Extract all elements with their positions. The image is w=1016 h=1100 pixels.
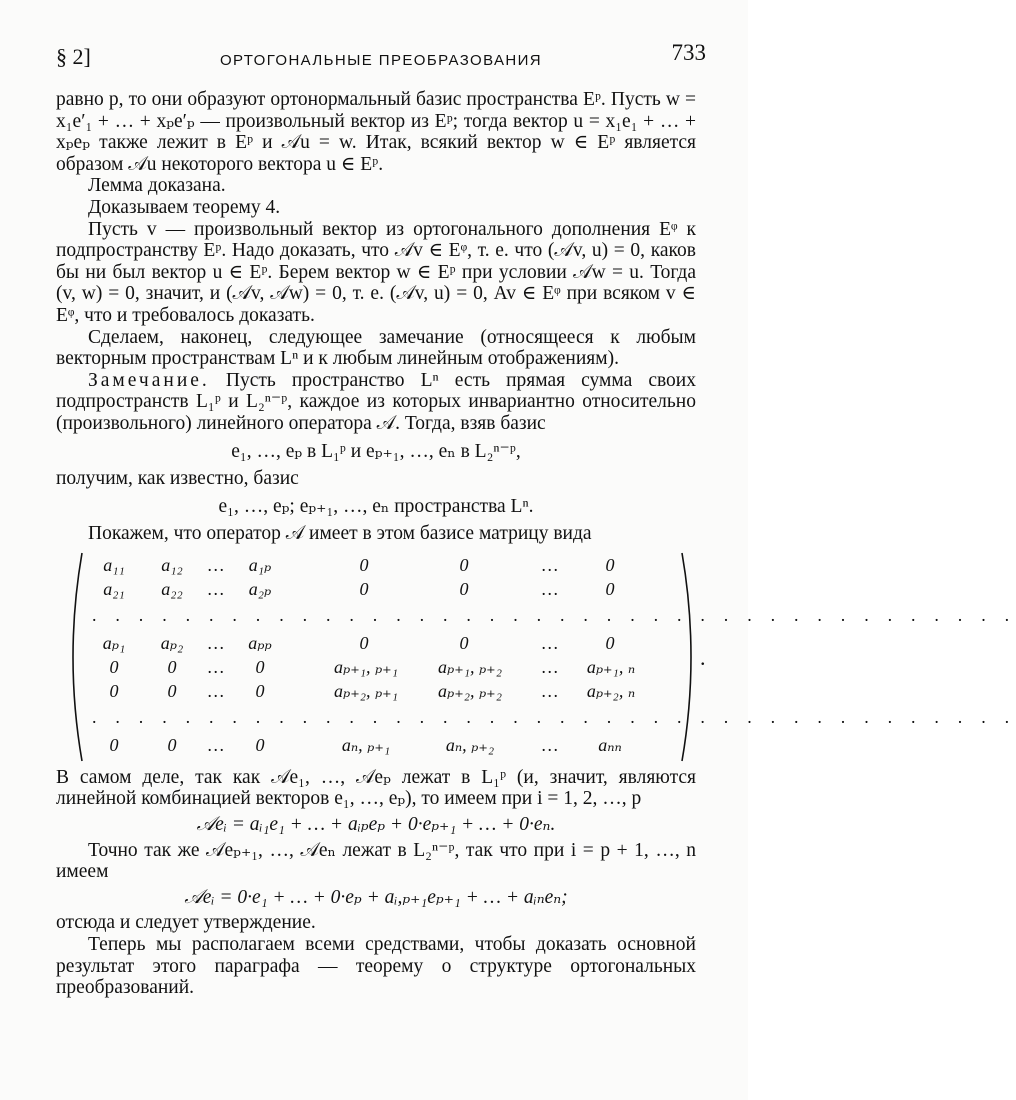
formula-second-block: 𝒜eᵢ = 0·e₁ + … + 0·eₚ + aᵢ,ₚ₊₁eₚ₊₁ + … + aᵢₙeₙ; (184, 886, 568, 908)
running-title: ОРТОГОНАЛЬНЫЕ ПРЕОБРАЗОВАНИЯ (219, 52, 543, 69)
matrix-cell: a₁₂ (161, 554, 183, 575)
matrix-cell: … (541, 554, 558, 575)
matrix-cell: 0 (359, 578, 369, 599)
matrix-cell: 0 (459, 632, 469, 653)
matrix-cell: … (541, 734, 558, 755)
matrix-cell: aₚ₁ (102, 632, 126, 653)
matrix-cell: … (207, 734, 224, 755)
formula-basis: e₁, …, eₚ; eₚ₊₁, …, eₙ пространства Lⁿ. (218, 495, 534, 517)
matrix-cell: 0 (167, 680, 177, 701)
matrix-row (56, 555, 696, 579)
matrix-cell: 0 (605, 632, 615, 653)
matrix-cell: 0 (167, 656, 177, 677)
page-body (56, 89, 1016, 999)
matrix-cell: aₚₚ (248, 632, 272, 653)
matrix-cell: aₚ₊₂, ₙ (586, 680, 636, 701)
matrix-cell: a₁₁ (103, 554, 125, 575)
matrix-dot-row: . . . . . . . . . . . . . . . . . . . . . . . . . . . . . . . . . . . . . . . . (92, 706, 1016, 727)
matrix-cell: … (207, 554, 224, 575)
matrix-cell: 0 (109, 734, 119, 755)
matrix-period: . (700, 644, 706, 670)
matrix-cell: … (207, 632, 224, 653)
matrix-cell: a₂₂ (161, 578, 183, 599)
formula-basis-parts: e₁, …, eₚ в L₁ᵖ и eₚ₊₁, …, eₙ в L₂ⁿ⁻ᵖ, (231, 440, 521, 462)
matrix-cell: aₚ₊₁, ₙ (586, 656, 636, 677)
matrix-cell: 0 (459, 578, 469, 599)
lemma-proved: Лемма доказана. (88, 175, 226, 197)
matrix-cell: 0 (167, 734, 177, 755)
matrix-cell: aₚ₂ (160, 632, 184, 653)
matrix-row (56, 579, 696, 603)
paragraph-final: Теперь мы располагаем всеми средствами, чтобы доказать основной результат этого параграфа — теорему о структуре ортогональных преобразований. (56, 934, 696, 999)
matrix-row (56, 735, 696, 759)
matrix-cell: a₁ₚ (248, 554, 272, 575)
matrix-cell: 0 (109, 680, 119, 701)
formula-first-block: 𝒜eᵢ = aᵢ₁e₁ + … + aᵢₚeₚ + 0·eₚ₊₁ + … + 0·eₙ. (196, 814, 556, 836)
matrix-cell: … (541, 632, 558, 653)
remark-text: Пусть пространство Lⁿ есть прямая сумма своих подпространств L₁ᵖ и L₂ⁿ⁻ᵖ, каждое из которых инвариантно относительно (произвольного) линейного оператора 𝒜. Тогда, взяв базис (56, 369, 696, 434)
matrix-row (56, 657, 696, 681)
matrix-cell: 0 (359, 632, 369, 653)
matrix-cell: aₚ₊₂, ₚ₊₁ (334, 680, 398, 701)
matrix-cell: 0 (109, 656, 119, 677)
matrix-cell: 0 (605, 578, 615, 599)
paragraph-remark-intro: Сделаем, наконец, следующее замечание (относящееся к любым векторным пространствам Lⁿ и к любым линейным отображениям). (56, 326, 696, 370)
page-number: 733 (671, 40, 706, 65)
matrix-row (56, 681, 696, 705)
matrix-cell: aₙₙ (598, 734, 622, 755)
paragraph-basis: получим, как известно, базис (56, 468, 299, 490)
matrix-cell: 0 (459, 554, 469, 575)
section-marker: § 2] (56, 44, 91, 69)
remark-heading: Замечание. (88, 369, 210, 391)
matrix-cell: 0 (359, 554, 369, 575)
paragraph-proof-remark: В самом деле, так как 𝒜e₁, …, 𝒜eₚ лежат в L₁ᵖ (и, значит, являются линейной комбинацией векторов e₁, …, eₚ), то имеем при i = 1, 2, …, p (56, 766, 696, 810)
matrix-cell: … (207, 656, 224, 677)
matrix-row (56, 633, 696, 657)
matrix-cell: aₚ₊₂, ₚ₊₂ (438, 680, 502, 701)
paragraph-second-block: Точно так же 𝒜eₚ₊₁, …, 𝒜eₙ лежат в L₂ⁿ⁻ᵖ, так что при i = p + 1, …, n имеем (56, 839, 696, 883)
matrix-cell: 0 (605, 554, 615, 575)
matrix-cell: … (541, 578, 558, 599)
paragraph-conclusion: отсюда и следует утверждение. (56, 912, 316, 934)
matrix-dot-row: . . . . . . . . . . . . . . . . . . . . . . . . . . . . . . . . . . . . . . . . (92, 604, 1016, 625)
paragraph-matrix-intro: Покажем, что оператор 𝒜 имеет в этом базисе матрицу вида (88, 523, 592, 545)
matrix-cell: aₚ₊₁, ₚ₊₁ (334, 656, 398, 677)
matrix-cell: aₙ, ₚ₊₂ (445, 734, 495, 755)
paragraph-remark (56, 370, 696, 435)
matrix-cell: a₂₁ (103, 578, 125, 599)
paragraph-proof: Пусть v — произвольный вектор из ортогонального дополнения Eᵠ к подпространству Eᵖ. Надо доказать, что 𝒜v ∈ Eᵠ, т. е. что (𝒜v, u) = 0, каков бы ни был вектор u ∈ Eᵖ. Берем вектор w ∈ Eᵖ при условии 𝒜w = u. Тогда (v, w) = 0, значит, и (𝒜v, 𝒜w) = 0, т. е. (𝒜v, u) = 0, Av ∈ Eᵠ при всяком v ∈ Eᵠ, что и требовалось доказать. (56, 218, 696, 326)
matrix-cell: 0 (255, 680, 265, 701)
matrix-cell: … (541, 680, 558, 701)
matrix-cell: aₚ₊₁, ₚ₊₂ (438, 656, 502, 677)
matrix-cell: … (541, 656, 558, 677)
matrix-cell: … (207, 680, 224, 701)
proving-theorem: Доказываем теорему 4. (88, 196, 281, 218)
paragraph-lemma-end: равно p, то они образуют ортонормальный базис пространства Eᵖ. Пусть w = x₁e′₁ + … + xₚe′ₚ — произвольный вектор из Eᵖ; тогда вектор u = x₁e₁ + … + xₚeₚ также лежит в Eᵖ и 𝒜u = w. Итак, всякий вектор w ∈ Eᵖ является образом 𝒜u некоторого вектора u ∈ Eᵖ. (56, 89, 696, 175)
matrix-cell: 0 (255, 656, 265, 677)
matrix-cell: … (207, 578, 224, 599)
matrix-cell: 0 (255, 734, 265, 755)
block-matrix (56, 551, 1016, 763)
page-header (56, 40, 706, 74)
matrix-cell: a₂ₚ (248, 578, 272, 599)
matrix-cell: aₙ, ₚ₊₁ (341, 734, 391, 755)
